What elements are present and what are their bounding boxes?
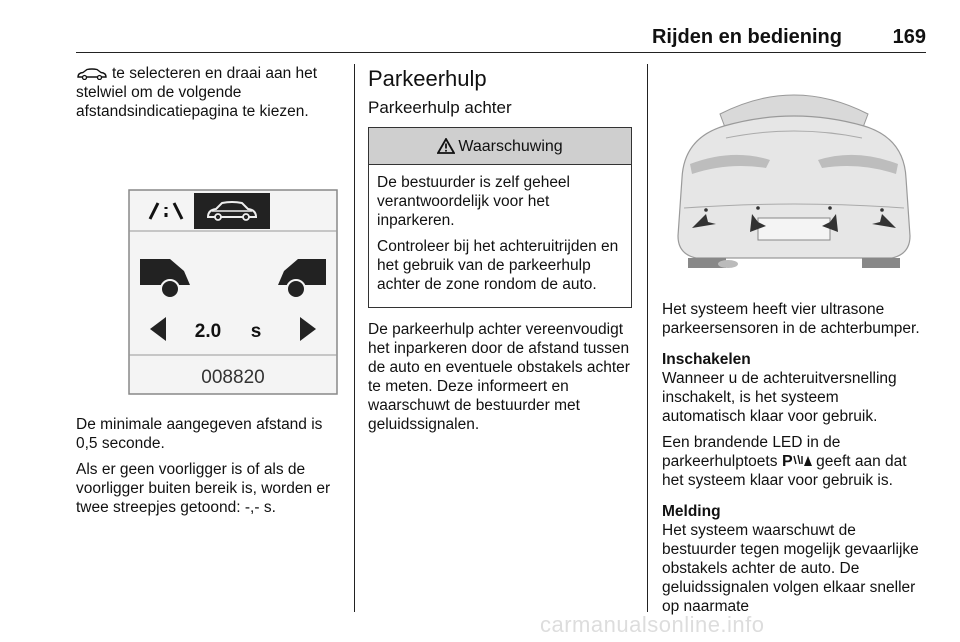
park-assist-icon [782, 452, 812, 468]
warning-paragraph-2: Controleer bij het achteruitrijden en het gebruik van de parkeerhulp achter de zone rondom de auto. [377, 238, 619, 293]
sensors-paragraph: Het systeem heeft vier ultrasone parkeersensoren in de achterbumper. [662, 301, 920, 337]
distance-display-screen [128, 189, 338, 395]
warning-triangle-icon [437, 138, 455, 154]
notify-heading: Melding [662, 503, 721, 520]
header-rule [76, 52, 926, 53]
distance-unit: s [250, 321, 262, 342]
column-left [76, 64, 340, 524]
activate-heading: Inschakelen [662, 351, 751, 368]
svg-text:P: P [781, 453, 793, 468]
watermark: carmanualsonline.info [540, 612, 765, 637]
column-middle [368, 64, 632, 441]
min-distance-paragraph: De minimale aangegeven afstand is 0,5 seconde. [76, 416, 323, 452]
description-paragraph: De parkeerhulp achter vereenvoudigt het inparkeren door de afstand tussen de auto en eventuele obstakels achter te meten. Deze informeert en waarschuwt de bestuurder met geluidssignalen. [368, 321, 630, 433]
column-divider-1 [354, 64, 355, 612]
car-side-icon [76, 68, 108, 80]
car-rear-sensors-illustration [662, 68, 926, 284]
activate-paragraph: Wanneer u de achteruitversnelling inschakelt, is het systeem automatisch klaar voor gebruik. [662, 370, 897, 425]
column-right [662, 64, 926, 623]
warning-header [369, 128, 631, 165]
distance-value: 2.0 [194, 321, 222, 342]
subsection-heading: Parkeerhulp achter [368, 98, 512, 117]
section-heading: Parkeerhulp [368, 66, 487, 91]
column-divider-2 [647, 64, 648, 612]
warning-paragraph-1: De bestuurder is zelf geheel verantwoordelijk voor het inparkeren. [377, 174, 571, 229]
no-vehicle-paragraph: Als er geen voorligger is of als de voorligger buiten bereik is, worden er twee streepjes getoond: -,- s. [76, 461, 331, 516]
intro-paragraph: te selecteren en draai aan het stelwiel om de volgende afstandsindicatiepagina te kiezen. [76, 65, 318, 120]
notify-paragraph: Het systeem waarschuwt de bestuurder tegen mogelijk gevaarlijke obstakels achter de auto. De geluidssignalen volgen elkaar sneller op naarmate [662, 522, 919, 615]
led-paragraph: Een brandende LED in de parkeerhulptoets P geeft aan dat het systeem klaar voor gebruik is. [662, 434, 907, 489]
warning-title: Waarschuwing [458, 137, 563, 155]
page-number: 169 [892, 26, 926, 48]
warning-box [368, 127, 632, 308]
chapter-title: Rijden en bediening [651, 26, 842, 48]
page-header [76, 26, 926, 48]
odometer-value: 008820 [201, 367, 265, 388]
